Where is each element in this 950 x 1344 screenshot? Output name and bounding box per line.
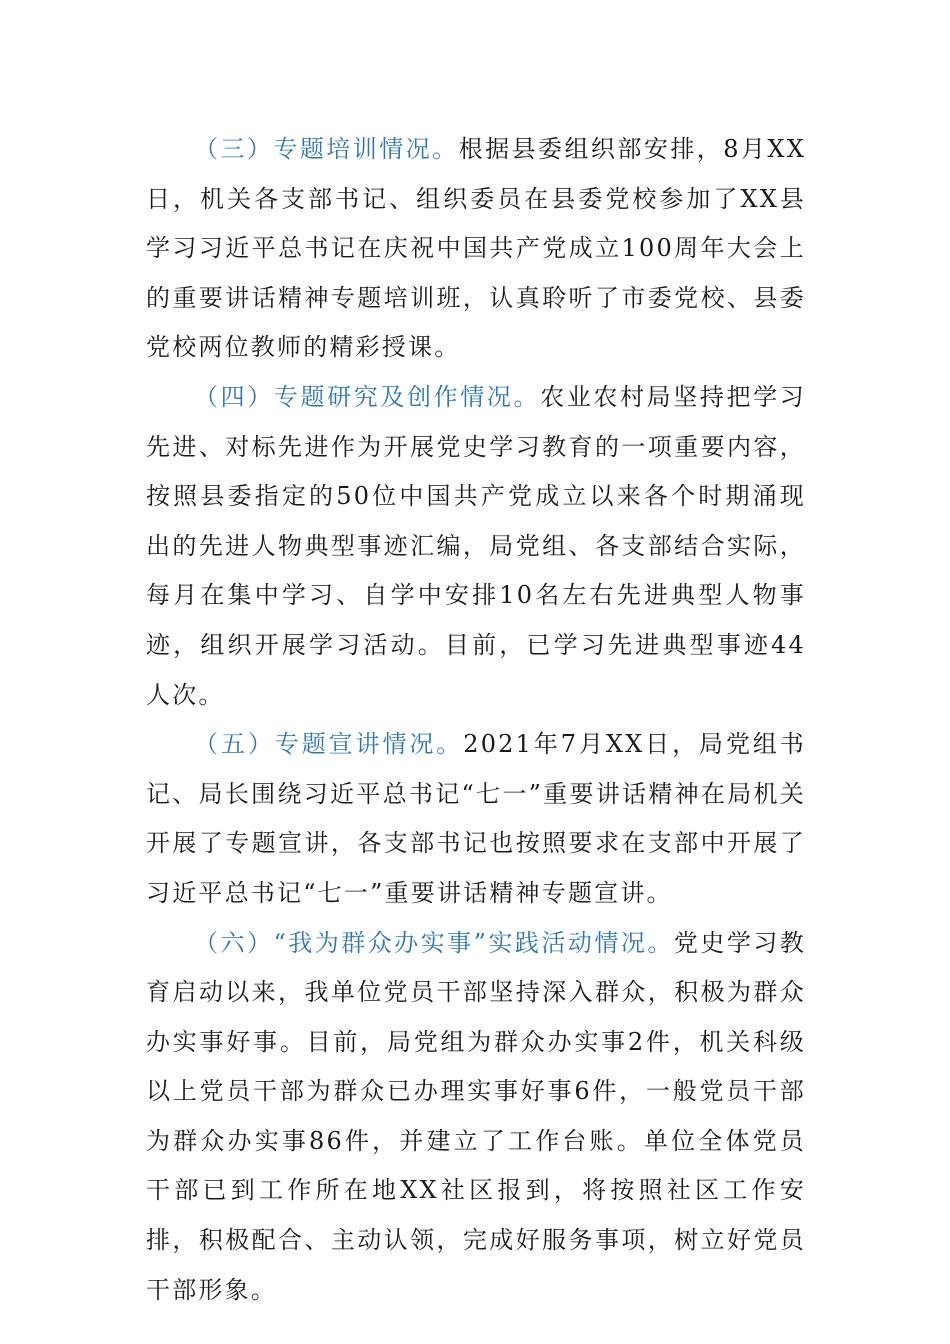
paragraph-lecture [146, 720, 806, 918]
section-heading-training: （三）专题培训情况。 [194, 135, 459, 163]
paragraph-text-practice: 党史学习教育启动以来，我单位党员干部坚持深入群众，积极为群众办实事好事。目前，局党组为群众办实事2件，机关科级以上党员干部为群众已办理实事好事6件，一般党员干部为群众办实事86件，并建立了工作台账。单位全体党员干部已到工作所在地XX社区报到，将按照社区工作安排，积极配合、主动认领，完成好服务事项，树立好党员干部形象。 [146, 928, 807, 1304]
document-body [146, 125, 806, 1315]
paragraph-text-lecture: 2021年7月XX日，局党组书记、局长围绕习近平总书记“七一”重要讲话精神在局机关开展了专题宣讲，各支部书记也按照要求在支部中开展了习近平总书记“七一”重要讲话精神专题宣讲。 [146, 730, 806, 907]
paragraph-text-training: 根据县委组织部安排，8月XX日，机关各支部书记、组织委员在县委党校参加了XX县学习习近平总书记在庆祝中国共产党成立100周年大会上的重要讲话精神专题培训班，认真聆听了市委党校、县委党校两位教师的精彩授课。 [146, 135, 807, 362]
paragraph-training [146, 125, 806, 373]
section-heading-research: （四）专题研究及创作情况。 [194, 382, 541, 411]
paragraph-text-research: 农业农村局坚持把学习先进、对标先进作为开展党史学习教育的一项重要内容，按照县委指定的50位中国共产党成立以来各个时期涌现出的先进人物典型事迹汇编，局党组、各支部结合实际，每月在集中学习、自学中安排10名左右先进典型人物事迹，组织开展学习活动。目前，已学习先进典型事迹44人次。 [146, 382, 806, 709]
paragraph-research [146, 373, 806, 720]
paragraph-practice [146, 919, 806, 1316]
section-heading-practice: （六）“我为群众办实事”实践活动情况。 [194, 928, 674, 957]
section-heading-lecture: （五）专题宣讲情况。 [194, 730, 464, 759]
